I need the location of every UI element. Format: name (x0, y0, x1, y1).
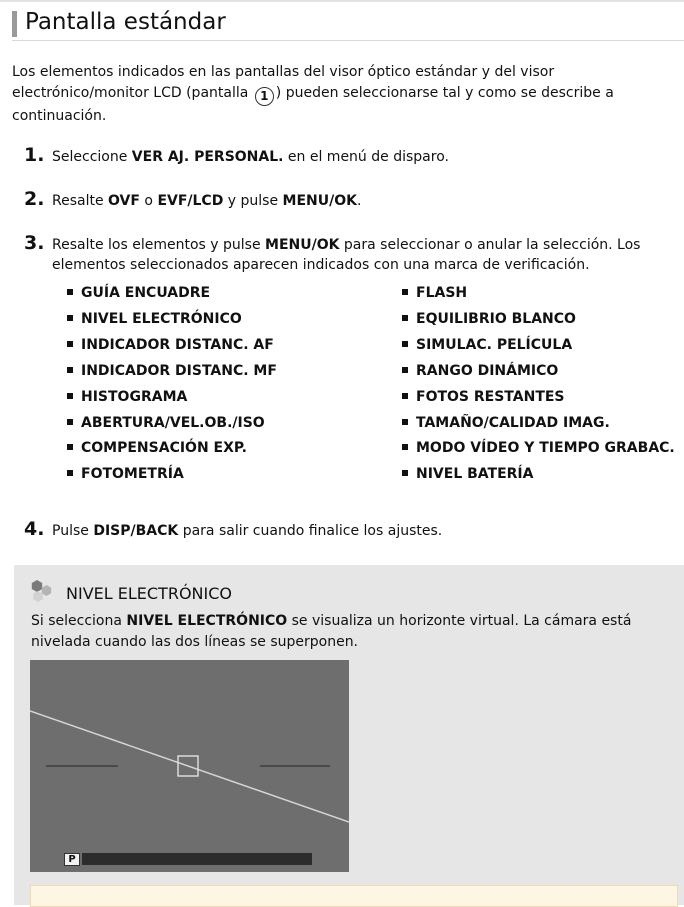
list-item (67, 415, 265, 431)
list-item (67, 440, 247, 456)
option-name: NIVEL ELECTRÓNICO (126, 613, 288, 629)
list-item (67, 466, 184, 482)
intro-text-end: ) pueden seleccionarse tal y como se describe a continuación. (12, 84, 614, 124)
list-item-label: MODO VÍDEO Y TIEMPO GRABAC. (416, 440, 675, 456)
top-divider (0, 0, 684, 2)
step-text-part: Seleccione (52, 149, 132, 165)
step-text-part: Resalte los elementos y pulse (52, 237, 266, 253)
button-name: MENU/OK (265, 237, 340, 253)
note-text-part: se visualiza un horizonte virtual. La cámara está nivelada cuando las dos líneas se superponen. (31, 613, 632, 650)
list-item-label: FOTOS RESTANTES (416, 389, 565, 405)
list-item-label: FOTOMETRÍA (81, 466, 184, 482)
intro-text-start: Los elementos indicados en las pantallas del visor óptico estándar y del visor electrónico/monitor LCD (pantalla (12, 64, 555, 101)
bullet-icon (402, 315, 408, 321)
step-text-part: Resalte (52, 193, 109, 209)
step-text (52, 147, 652, 167)
list-item (402, 466, 533, 482)
bullet-icon (67, 289, 73, 295)
step-number: 1. (24, 144, 45, 166)
note-body (31, 611, 671, 652)
bullet-icon (67, 393, 73, 399)
bullet-icon (402, 419, 408, 425)
title-accent-bar (12, 11, 17, 37)
list-item (67, 311, 242, 327)
step-text-part: elementos seleccionados aparecen indicados con una marca de verificación. (52, 257, 590, 273)
bullet-icon (402, 367, 408, 373)
step-text-part: . (357, 193, 362, 209)
list-item-label: INDICADOR DISTANC. AF (81, 337, 274, 353)
step-text-part: para seleccionar o anular la selección. Los (339, 237, 641, 253)
step-text-part: y pulse (223, 193, 283, 209)
button-name: MENU/OK (282, 193, 357, 209)
bullet-icon (402, 289, 408, 295)
button-name: DISP/BACK (93, 523, 179, 539)
list-item-label: ABERTURA/VEL.OB./ISO (81, 415, 265, 431)
list-item-label: SIMULAC. PELÍCULA (416, 337, 573, 353)
step-text-part: para salir cuando finalice los ajustes. (178, 523, 443, 539)
page-title: Pantalla estándar (25, 9, 226, 35)
menu-item-name: VER AJ. PERSONAL. (131, 149, 284, 165)
screen-number-icon: 1 (255, 87, 274, 106)
list-item (402, 337, 572, 353)
hexagons-icon (30, 579, 54, 603)
list-item (67, 285, 210, 301)
list-item (402, 311, 576, 327)
list-item-label: NIVEL BATERÍA (416, 466, 534, 482)
status-bar (82, 853, 312, 865)
list-item-label: RANGO DINÁMICO (416, 363, 559, 379)
list-item (402, 415, 610, 431)
step-text (52, 191, 652, 211)
bullet-icon (402, 341, 408, 347)
list-item-label: GUÍA ENCUADRE (81, 285, 211, 301)
note-box (14, 565, 684, 905)
step-number: 2. (24, 188, 45, 210)
step-text-part: Pulse (52, 523, 94, 539)
note-title: NIVEL ELECTRÓNICO (66, 584, 232, 603)
bullet-icon (402, 444, 408, 450)
bullet-icon (67, 367, 73, 373)
tip-box (30, 885, 678, 907)
bullet-icon (67, 419, 73, 425)
list-item-label: INDICADOR DISTANC. MF (81, 363, 277, 379)
list-item-label: TAMAÑO/CALIDAD IMAG. (416, 415, 610, 431)
page-header (12, 8, 684, 41)
bullet-icon (67, 341, 73, 347)
step-number: 4. (24, 518, 45, 540)
option-name: OVF (108, 193, 140, 209)
list-item-label: NIVEL ELECTRÓNICO (81, 311, 242, 327)
bullet-icon (402, 393, 408, 399)
list-item (402, 389, 565, 405)
note-text-part: Si selecciona (31, 613, 127, 629)
list-item (67, 337, 274, 353)
bullet-icon (67, 470, 73, 476)
bullet-icon (67, 315, 73, 321)
virtual-horizon-illustration (30, 660, 349, 872)
option-name: EVF/LCD (157, 193, 224, 209)
step-text (52, 521, 652, 541)
step-text-part: en el menú de disparo. (283, 149, 449, 165)
bullet-icon (67, 444, 73, 450)
list-item-label: HISTOGRAMA (81, 389, 188, 405)
list-item (402, 363, 558, 379)
step-text (52, 235, 652, 275)
intro-paragraph (12, 62, 652, 126)
step-number: 3. (24, 232, 45, 254)
list-item-label: EQUILIBRIO BLANCO (416, 311, 576, 327)
list-item (402, 440, 675, 456)
step-text-part: o (139, 193, 158, 209)
list-item (67, 363, 277, 379)
list-item (67, 389, 187, 405)
list-item (402, 285, 467, 301)
shooting-mode-badge: P (64, 853, 80, 866)
bullet-icon (402, 470, 408, 476)
virtual-horizon-graphic (30, 660, 349, 872)
list-item-label: COMPENSACIÓN EXP. (81, 440, 247, 456)
list-item-label: FLASH (416, 285, 468, 301)
